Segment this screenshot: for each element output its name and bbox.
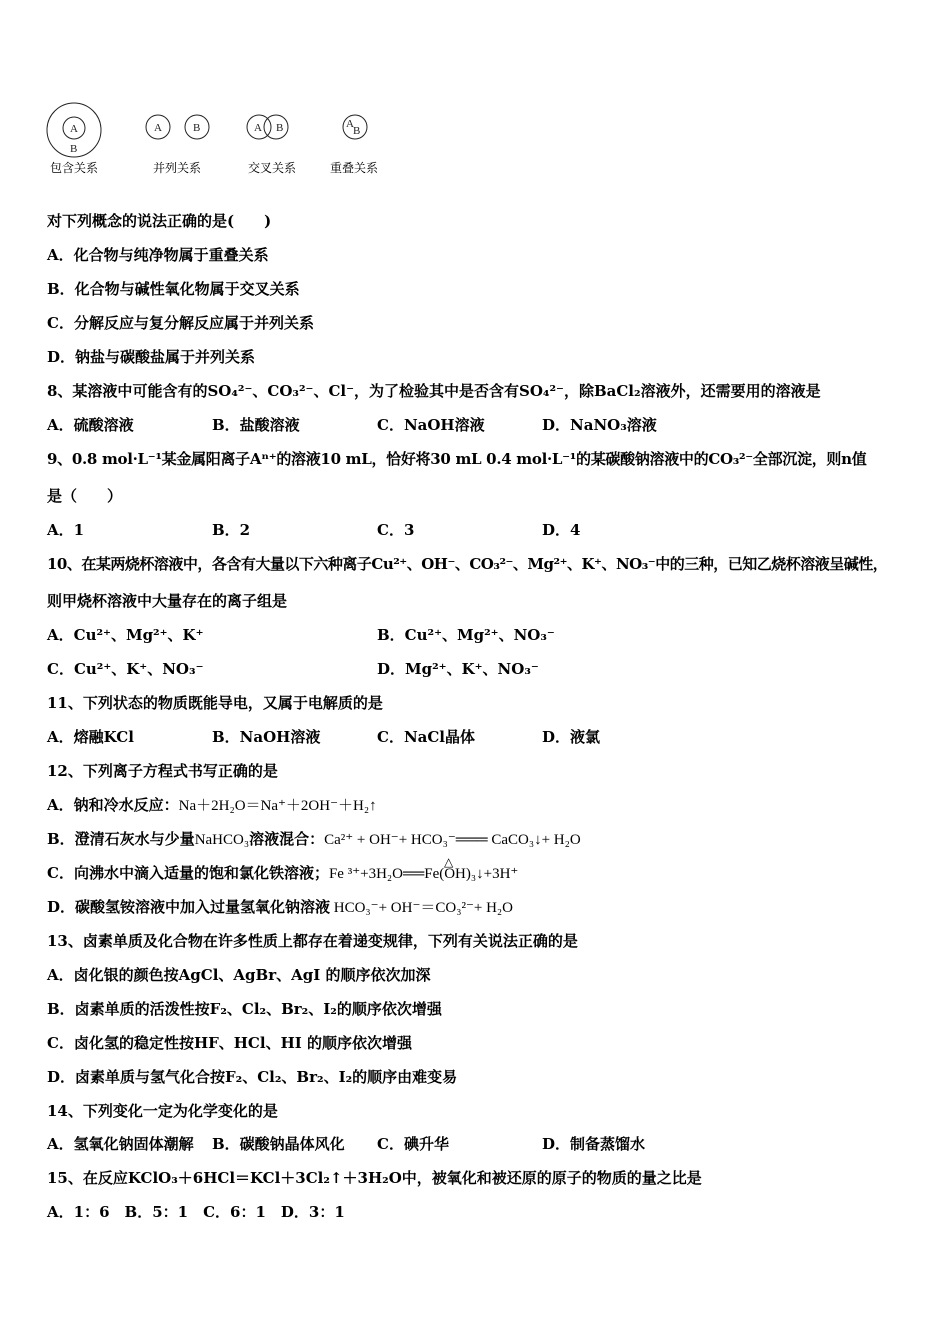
- overlap-diagram: [343, 115, 367, 139]
- heat-symbol: △: [444, 855, 454, 869]
- q9-option-b: B．2: [212, 521, 251, 539]
- q12-option-d: [47, 897, 513, 918]
- q13-stem: 13、卤素单质及化合物在许多性质上都存在着递变规律，下列有关说法正确的是: [47, 932, 578, 950]
- q14-option-a: A．氢氧化钠固体潮解: [47, 1135, 194, 1153]
- q9-option-a: A．1: [47, 521, 85, 539]
- q7-option-a: A．化合物与纯净物属于重叠关系: [47, 246, 269, 264]
- q13-option-c: C．卤化氢的稳定性按HF、HCl、HI 的顺序依次增强: [47, 1034, 412, 1052]
- q10-stem-cont: 则甲烧杯溶液中大量存在的离子组是: [47, 592, 288, 610]
- option-label: B．澄清石灰水与少量: [47, 830, 195, 848]
- svg-text:B: B: [353, 125, 361, 137]
- q7-option-d: D．钠盐与碳酸盐属于并列关系: [47, 348, 256, 366]
- equation: Fe ³⁺+3H₂O══Fe(OH)₃↓+3H⁺: [328, 866, 519, 882]
- svg-text:B: B: [70, 143, 78, 155]
- option-label: A．钠和冷水反应：: [47, 796, 179, 814]
- q11-option-b: B．NaOH溶液: [212, 728, 321, 746]
- formula: NaHCO₃: [194, 832, 250, 848]
- q10-stem: 10、在某两烧杯溶液中，各含有大量以下六种离子Cu²⁺、OH⁻、CO₃²⁻、Mg²⁺、K⁺、NO₃⁻中的三种，已知乙烧杯溶液呈碱性，: [47, 555, 888, 573]
- option-label: C．向沸水中滴入适量的饱和氯化铁溶液；: [47, 864, 329, 882]
- svg-text:B: B: [276, 122, 284, 134]
- q8-option-a: A．硫酸溶液: [47, 416, 134, 434]
- q15-stem: 15、在反应KClO₃＋6HCl＝KCl＋3Cl₂↑＋3H₂O中，被氧化和被还原的原子的物质的量之比是: [47, 1169, 702, 1187]
- q9-option-c: C．3: [377, 521, 415, 539]
- equation: Ca²⁺ + OH⁻+ HCO₃⁻═══ CaCO₃↓+ H₂O: [324, 832, 581, 848]
- q13-option-a: A．卤化银的颜色按AgCl、AgBr、AgI 的顺序依次加深: [47, 966, 431, 984]
- equation: HCO₃⁻+ OH⁻＝CO₃²⁻+ H₂O: [330, 900, 513, 916]
- q7-option-c: C．分解反应与复分解反应属于并列关系: [47, 314, 314, 332]
- q9-stem: 9、0.8 mol·L⁻¹某金属阳离子Aⁿ⁺的溶液10 mL，恰好将30 mL 0.4 mol·L⁻¹的某碳酸钠溶液中的CO₃²⁻全部沉淀，则n值: [47, 450, 867, 468]
- q13-option-b: B．卤素单质的活泼性按F₂、Cl₂、Br₂、I₂的顺序依次增强: [47, 1000, 442, 1018]
- set-relation-diagrams: [40, 98, 440, 168]
- q10-option-a: A．Cu²⁺、Mg²⁺、K⁺: [47, 626, 204, 644]
- svg-text:A: A: [346, 118, 354, 130]
- q12-option-b: [47, 829, 581, 850]
- svg-text:B: B: [193, 122, 201, 134]
- caption-overlap: 重叠关系: [330, 161, 379, 175]
- q11-option-d: D．液氯: [542, 728, 601, 746]
- q10-option-d: D．Mg²⁺、K⁺、NO₃⁻: [377, 660, 539, 678]
- q12-stem: 12、下列离子方程式书写正确的是: [47, 762, 278, 780]
- intersection-diagram: [247, 115, 288, 139]
- q7-option-b: B．化合物与碱性氧化物属于交叉关系: [47, 280, 300, 298]
- q11-option-c: C．NaCl晶体: [377, 728, 476, 746]
- q13-option-d: D．卤素单质与氢气化合按F₂、Cl₂、Br₂、I₂的顺序由难变易: [47, 1068, 458, 1086]
- equation: Na＋2H₂O＝Na⁺＋2OH⁻＋H₂↑: [178, 798, 377, 814]
- q11-option-a: A．熔融KCl: [47, 728, 134, 746]
- inclusion-diagram: [47, 103, 101, 157]
- q14-option-b: B．碳酸钠晶体风化: [212, 1135, 345, 1153]
- parallel-diagram: [146, 115, 209, 139]
- option-label: D．碳酸氢铵溶液中加入过量氢氧化钠溶液: [47, 898, 331, 916]
- q11-stem: 11、下列状态的物质既能导电，又属于电解质的是: [47, 694, 383, 712]
- q8-option-b: B．盐酸溶液: [212, 416, 300, 434]
- q14-stem: 14、下列变化一定为化学变化的是: [47, 1102, 278, 1120]
- q7-stem: 对下列概念的说法正确的是( ): [47, 212, 272, 230]
- q14-option-d: D．制备蒸馏水: [542, 1135, 646, 1153]
- q9-option-d: D．4: [542, 521, 581, 539]
- svg-text:A: A: [70, 123, 78, 135]
- q10-option-c: C．Cu²⁺、K⁺、NO₃⁻: [47, 660, 204, 678]
- option-label-cont: 溶液混合：: [249, 830, 325, 848]
- q15-options: A．1：6 B．5：1 C．6：1 D．3：1: [47, 1203, 345, 1221]
- q10-option-b: B．Cu²⁺、Mg²⁺、NO₃⁻: [377, 626, 555, 644]
- svg-text:A: A: [154, 122, 162, 134]
- q8-option-d: D．NaNO₃溶液: [542, 416, 657, 434]
- caption-parallel: 并列关系: [153, 161, 202, 175]
- q12-option-a: [47, 795, 377, 816]
- svg-text:A: A: [254, 122, 262, 134]
- caption-intersection: 交叉关系: [248, 161, 297, 175]
- q9-stem-cont: 是（ ）: [47, 487, 123, 505]
- q8-option-c: C．NaOH溶液: [377, 416, 485, 434]
- q14-option-c: C．碘升华: [377, 1135, 449, 1153]
- caption-inclusion: 包含关系: [50, 161, 99, 175]
- q8-stem: 8、某溶液中可能含有的SO₄²⁻、CO₃²⁻、Cl⁻，为了检验其中是否含有SO₄²⁻，除BaCl₂溶液外，还需要用的溶液是: [47, 382, 821, 400]
